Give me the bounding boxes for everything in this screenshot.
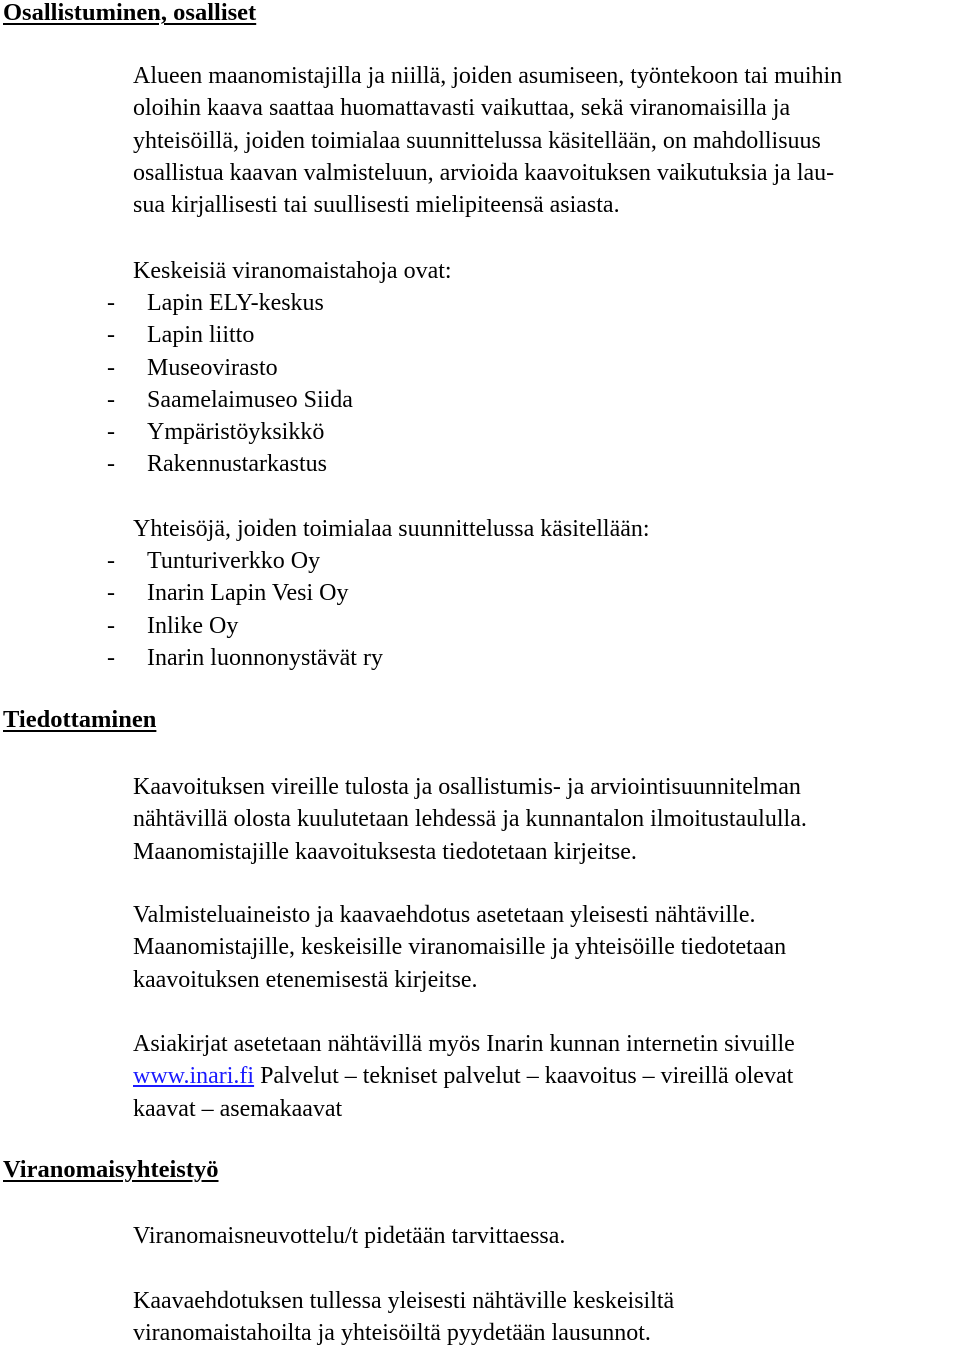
navigation-path-text: Palvelut – tekniset palvelut – kaavoitus – vireillä olevat [254, 1063, 794, 1090]
text-line: kaavoituksen etenemisestä kirjeitse. [133, 966, 478, 993]
list-item-text: Lapin ELY-keskus [147, 290, 324, 316]
dash-bullet: - [107, 354, 115, 381]
dash-bullet: - [107, 644, 115, 671]
informing-paragraph-1 [133, 771, 807, 868]
informing-paragraph-3 [133, 1028, 795, 1125]
communities-intro-text: Yhteisöjä, joiden toimialaa suunnittelussa käsitellään: [133, 516, 650, 542]
list-item [107, 384, 353, 416]
authorities-intro-text: Keskeisiä viranomaistahoja ovat: [133, 258, 452, 284]
text-line: Alueen maanomistajilla ja niillä, joiden asumiseen, työntekoon tai muihin [133, 63, 843, 89]
text-line: Kaavoituksen vireille tulosta ja osallistumis- ja arviointisuunnitelman [133, 774, 801, 800]
list-item-text: Inarin Lapin Vesi Oy [147, 580, 349, 607]
list-item [107, 577, 383, 609]
text-line: kaavat – asemakaavat [133, 1095, 343, 1122]
text-line: nähtävillä olosta kuulutetaan lehdessä ja kunnantalon ilmoitustaululla. [133, 806, 807, 833]
participation-intro-paragraph [133, 60, 842, 221]
text-line-with-link [133, 1060, 795, 1092]
list-item-text: Inlike Oy [147, 612, 239, 639]
list-item-text: Ympäristöyksikkö [147, 419, 325, 446]
list-item-text: Museovirasto [147, 354, 278, 381]
informing-paragraph-2 [133, 899, 786, 996]
cooperation-paragraph-2 [133, 1285, 674, 1350]
text-line: viranomaistahoilta ja yhteisöiltä pyydetään lausunnot. [133, 1320, 651, 1347]
authorities-intro [133, 255, 452, 287]
text-line: Maanomistajille, keskeisille viranomaisille ja yhteisöille tiedotetaan [133, 934, 787, 961]
section-heading-participation: Osallistuminen, osalliset [3, 0, 257, 26]
list-item-text: Tunturiverkko Oy [147, 548, 321, 574]
text-line: Kaavaehdotuksen tullessa yleisesti nähtäville keskeisiltä [133, 1288, 675, 1314]
list-item-text: Lapin liitto [147, 322, 255, 349]
dash-bullet: - [107, 451, 115, 478]
dash-bullet: - [107, 386, 115, 413]
cooperation-paragraph-1 [133, 1220, 565, 1252]
list-item [107, 448, 353, 480]
inari-website-link[interactable]: www.inari.fi [133, 1063, 255, 1090]
communities-intro [133, 513, 650, 545]
text-line: Valmisteluaineisto ja kaavaehdotus asetetaan yleisesti nähtäville. [133, 902, 756, 928]
list-item [107, 287, 353, 319]
text-line: yhteisöillä, joiden toimialaa suunnittelussa käsitellään, on mahdollisuus [133, 127, 821, 154]
dash-bullet: - [107, 290, 115, 316]
list-item [107, 545, 383, 577]
list-item [107, 642, 383, 674]
communities-list [107, 545, 383, 674]
section-heading-cooperation: Viranomaisyhteistyö [3, 1156, 219, 1183]
list-item-text: Saamelaimuseo Siida [147, 386, 353, 413]
list-item [107, 610, 383, 642]
text-line: Maanomistajille kaavoituksesta tiedotetaan kirjeitse. [133, 838, 637, 865]
list-item [107, 416, 353, 448]
list-item-text: Inarin luonnonystävät ry [147, 644, 383, 671]
section-heading-informing: Tiedottaminen [3, 706, 157, 733]
dash-bullet: - [107, 612, 115, 639]
text-line: oloihin kaava saattaa huomattavasti vaikuttaa, sekä viranomaisilla ja [133, 95, 791, 122]
text-line: Asiakirjat asetetaan nähtävillä myös Inarin kunnan internetin sivuille [133, 1031, 795, 1057]
text-line: osallistua kaavan valmisteluun, arvioida kaavoituksen vaikutuksia ja lau- [133, 159, 835, 186]
dash-bullet: - [107, 548, 115, 574]
list-item [107, 352, 353, 384]
dash-bullet: - [107, 580, 115, 607]
text-line: Viranomaisneuvottelu/t pidetään tarvittaessa. [133, 1223, 566, 1249]
dash-bullet: - [107, 322, 115, 349]
authorities-list [107, 287, 353, 481]
text-line: sua kirjallisesti tai suullisesti mielipiteensä asiasta. [133, 192, 620, 219]
list-item-text: Rakennustarkastus [147, 451, 327, 478]
list-item [107, 319, 353, 351]
dash-bullet: - [107, 419, 115, 446]
